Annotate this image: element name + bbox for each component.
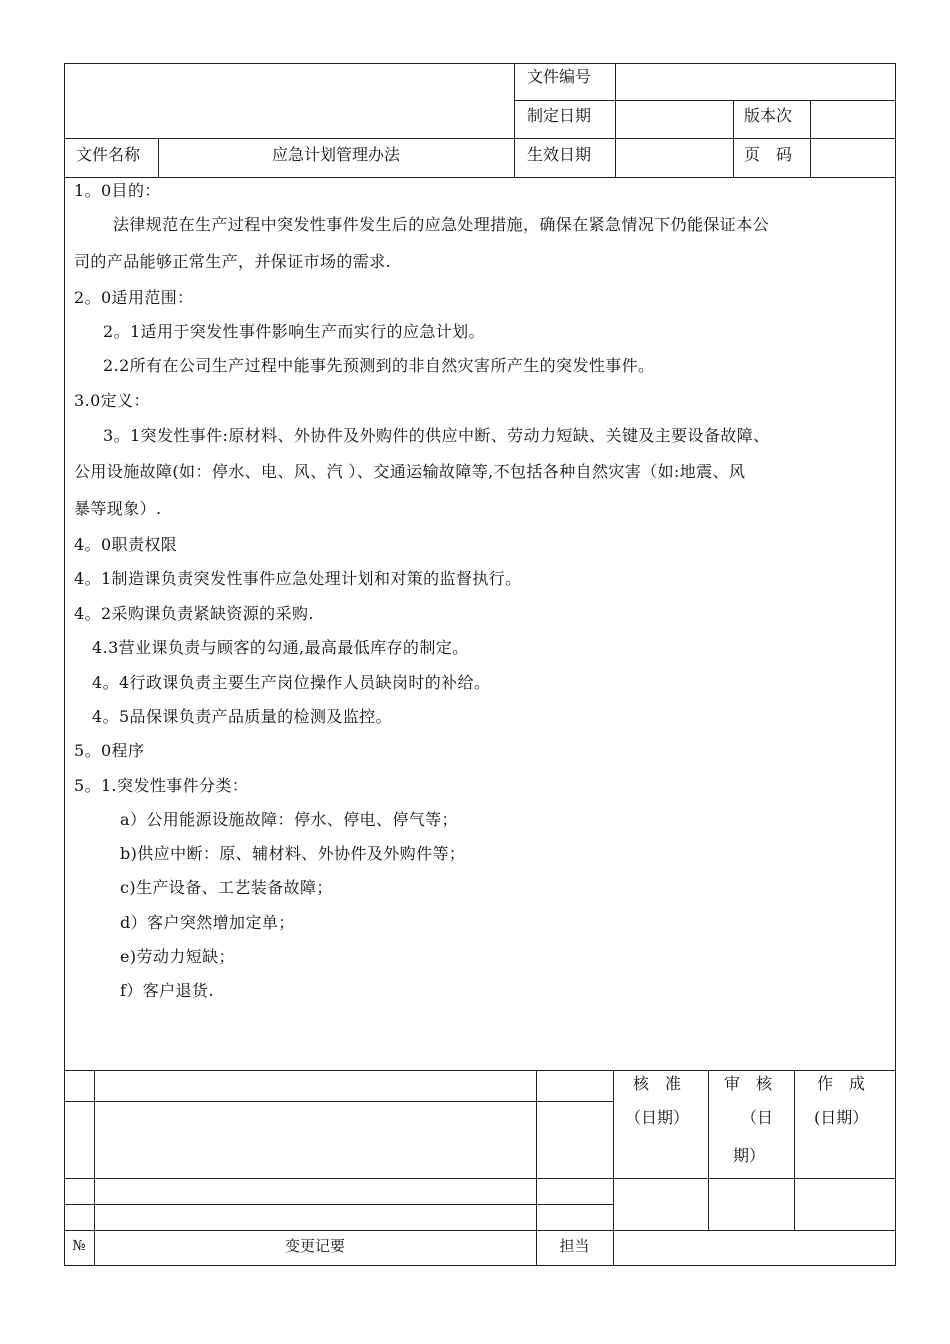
version-label: 版本次 bbox=[744, 106, 793, 125]
section-5-sub-heading: 5。1.突发性事件分类： bbox=[74, 776, 249, 795]
header-col-line-2 bbox=[615, 63, 616, 178]
review-date-label: （日 bbox=[741, 1108, 774, 1127]
section-4-item: 4。4行政课负责主要生产岗位操作人员缺岗时的补给。 bbox=[92, 673, 491, 692]
section-4-item: 4。5品保课负责产品质量的检测及监控。 bbox=[92, 707, 392, 726]
section-3-text: 暴等现象）. bbox=[74, 499, 162, 518]
section-5-list-item: a）公用能源设施故障：停水、停电、停气等； bbox=[120, 810, 458, 829]
header-col-line-4 bbox=[810, 100, 811, 178]
section-4-item: 4.3营业课负责与顾客的勾通,最高最低库存的制定。 bbox=[92, 638, 469, 657]
section-2-item: 2.2所有在公司生产过程中能事先预测到的非自然灾害所产生的突发性事件。 bbox=[103, 356, 655, 375]
section-4-heading: 4。0职责权限 bbox=[74, 535, 178, 554]
doc-name-label: 文件名称 bbox=[76, 145, 141, 164]
approve-date-label: （日期） bbox=[625, 1108, 690, 1127]
approve-label: 核 准 bbox=[633, 1074, 682, 1093]
doc-number-label: 文件编号 bbox=[527, 67, 592, 86]
section-5-list-item: b)供应中断：原、辅材料、外协件及外购件等； bbox=[120, 844, 466, 863]
footer-change-line-2 bbox=[64, 1204, 614, 1205]
section-1-text: 法律规范在生产过程中突发性事件发生后的应急处理措施，确保在紧急情况下仍能保证本公 bbox=[113, 215, 770, 234]
created-date-label: 制定日期 bbox=[527, 106, 592, 125]
section-2-item: 2。1适用于突发性事件影响生产而实行的应急计划。 bbox=[103, 322, 485, 341]
section-5-heading: 5。0程序 bbox=[74, 741, 145, 760]
effective-date-label: 生效日期 bbox=[527, 145, 592, 164]
header-col-line-1 bbox=[514, 63, 515, 178]
create-date-label: (日期） bbox=[814, 1108, 869, 1127]
footer-change-line-1 bbox=[64, 1101, 614, 1102]
section-2-heading: 2。0适用范围： bbox=[74, 288, 194, 307]
section-4-item: 4。1制造课负责突发性事件应急处理计划和对策的监督执行。 bbox=[74, 569, 522, 588]
page-label: 页 码 bbox=[744, 145, 793, 164]
footer-col-approve bbox=[708, 1070, 709, 1230]
footer-col-review bbox=[794, 1070, 795, 1230]
review-date-label-cont: 期） bbox=[733, 1146, 766, 1165]
footer-top-line bbox=[64, 1070, 896, 1071]
create-label: 作 成 bbox=[817, 1074, 866, 1093]
section-5-list-item: d）客户突然增加定单； bbox=[120, 913, 295, 932]
section-1-heading: 1。0目的： bbox=[74, 181, 161, 200]
header-divider-2 bbox=[64, 138, 896, 139]
section-3-text: 公用设施故障(如：停水、电、风、汽 ）、交通运输故障等,不包括各种自然灾害（如:地震、风 bbox=[74, 462, 746, 481]
section-4-item: 4。2采购课负责紧缺资源的采购. bbox=[74, 604, 314, 623]
section-5-list-item: f）客户退货. bbox=[120, 981, 214, 1000]
header-divider-1 bbox=[514, 100, 896, 101]
review-label: 审 核 bbox=[724, 1074, 773, 1093]
footer-mid-line bbox=[64, 1178, 896, 1179]
section-5-list-item: e)劳动力短缺； bbox=[120, 947, 235, 966]
header-divider-3 bbox=[64, 177, 896, 178]
footer-bottom-line bbox=[64, 1230, 896, 1231]
header-col-line-3 bbox=[733, 100, 734, 178]
section-5-list-item: c)生产设备、工艺装备故障； bbox=[120, 878, 333, 897]
change-record-label: 变更记要 bbox=[284, 1237, 345, 1255]
section-1-text: 司的产品能够正常生产，并保证市场的需求. bbox=[74, 252, 392, 271]
section-3-heading: 3.0定义： bbox=[74, 391, 150, 410]
footer-col-owner bbox=[613, 1070, 614, 1266]
owner-label: 担当 bbox=[559, 1237, 590, 1255]
section-3-text: 3。1突发性事件:原材料、外协件及外购件的供应中断、劳动力短缺、关键及主要设备故障、 bbox=[103, 426, 770, 445]
no-label: № bbox=[72, 1238, 86, 1254]
doc-name-value: 应急计划管理办法 bbox=[271, 145, 400, 164]
